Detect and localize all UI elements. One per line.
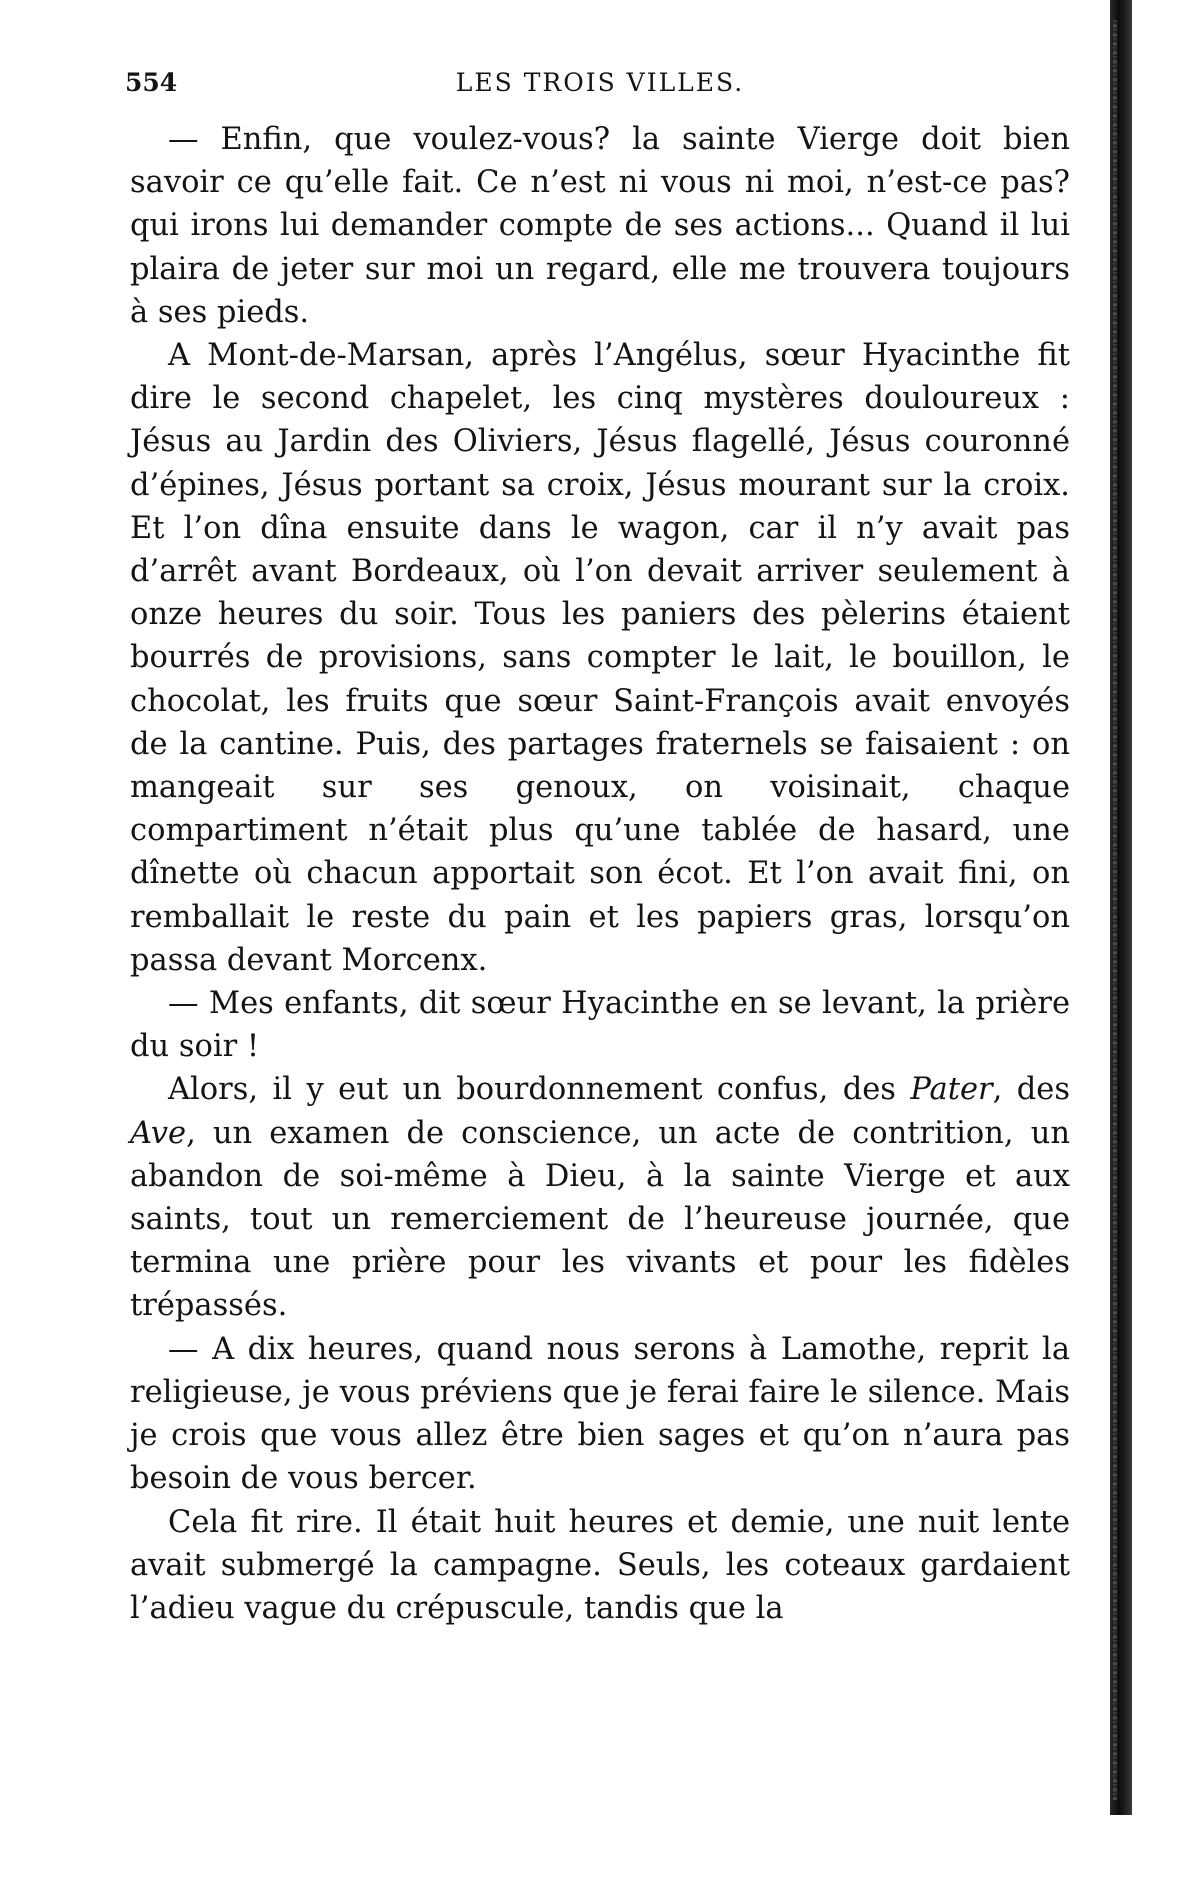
body-text — [130, 118, 1070, 1630]
running-title: LES TROIS VILLES. — [455, 68, 745, 97]
page-number: 554 — [125, 68, 178, 97]
paragraph-5: — A dix heures, quand nous serons à Lamothe, reprit la religieuse, je vous préviens que je ferai faire le silence. Mais je crois que vous allez être bien sages et qu’on n’aura pas besoin de vous bercer. — [130, 1331, 1070, 1497]
italic-word: Ave — [130, 1115, 187, 1151]
paragraph-1: — Enfin, que voulez-vous? la sainte Vierge doit bien savoir ce qu’elle fait. Ce n’est ni vous ni moi, n’est-ce pas? qui irons lui demander compte de ses actions... Quand il lui plaira de jeter sur moi un regard, elle me trouvera toujours à ses pieds. — [130, 122, 1070, 330]
italic-word: Pater — [910, 1072, 993, 1108]
paragraph-4: Alors, il y eut un bourdonnement confus, des Pater, des Ave, un examen de conscience, un acte de contrition, un abandon de soi-même à Dieu, à la sainte Vierge et aux saints, tout un remerciement de l’heureuse journée, que termina une prière pour les vivants et pour les fidèles trépassés. — [130, 1072, 1070, 1324]
page-binding-edge — [1110, 0, 1132, 1815]
paragraph-6: Cela fit rire. Il était huit heures et demie, une nuit lente avait submergé la campagne. Seuls, les coteaux gardaient l’adieu vague du crépuscule, tandis que la — [130, 1504, 1070, 1626]
paragraph-2: A Mont-de-Marsan, après l’Angélus, sœur Hyacinthe fit dire le second chapelet, les cinq mystères douloureux : Jésus au Jardin des Oliviers, Jésus flagellé, Jésus couronné d’épines, Jésus portant sa croix, Jésus mourant sur la croix. Et l’on dîna ensuite dans le wagon, car il n’y avait pas d’arrêt avant Bordeaux, où l’on devait arriver seulement à onze heures du soir. Tous les paniers des pèlerins étaient bourrés de provisions, sans compter le lait, le bouillon, le chocolat, les fruits que sœur Saint-François avait envoyés de la cantine. Puis, des partages fraternels se faisaient : on mangeait sur ses genoux, on voisinait, chaque compartiment n’était plus qu’une tablée de hasard, une dînette où chacun apportait son écot. Et l’on avait fini, on remballait le reste du pain et les papiers gras, lorsqu’on passa devant Morcenx. — [130, 338, 1070, 978]
paragraph-3: — Mes enfants, dit sœur Hyacinthe en se levant, la prière du soir ! — [130, 986, 1070, 1065]
page-header — [125, 68, 1055, 108]
